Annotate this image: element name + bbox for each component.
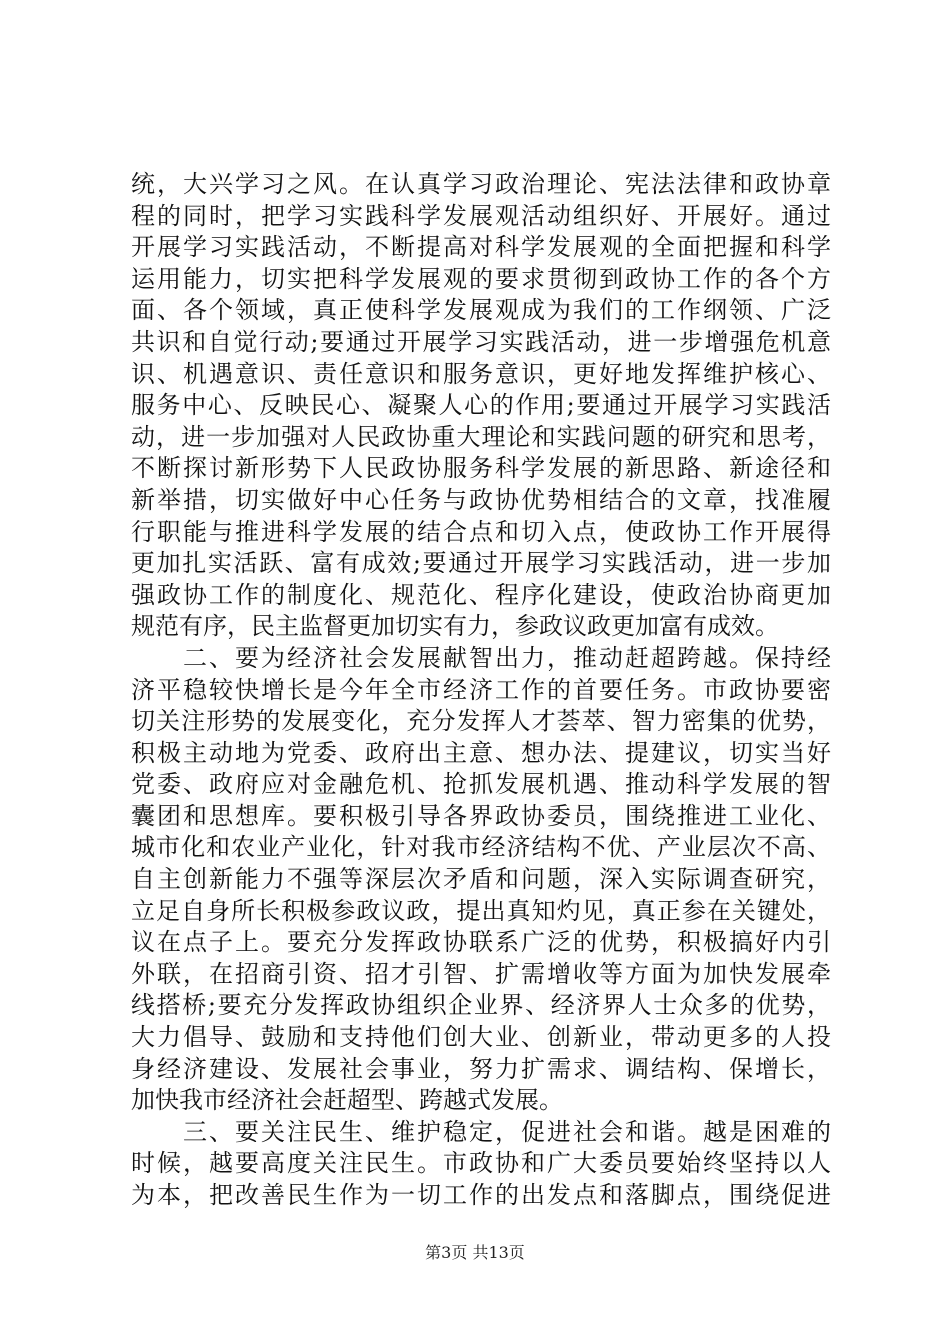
text-line: 立足自身所长积极参政议政，提出真知灼见，真正参在关键处， [131,896,831,925]
page-footer: 第3页 共13页 [425,1243,525,1262]
text-line: 党委、政府应对金融危机、抢抓发展机遇、推动科学发展的智 [131,770,831,799]
text-line: 身经济建设、发展社会事业，努力扩需求、调结构、保增长， [131,1054,831,1083]
text-line: 加快我市经济社会赶超型、跨越式发展。 [131,1086,563,1115]
text-line: 行职能与推进科学发展的结合点和切入点，使政协工作开展得 [131,517,831,546]
text-line: 更加扎实活跃、富有成效;要通过开展学习实践活动，进一步加 [131,549,831,578]
text-line: 识、机遇意识、责任意识和服务意识，更好地发挥维护核心、 [131,359,831,388]
text-line: 时候，越要高度关注民生。市政协和广大委员要始终坚持以人 [131,1149,831,1178]
text-line: 大力倡导、鼓励和支持他们创大业、创新业，带动更多的人投 [131,1023,831,1052]
text-line: 运用能力，切实把科学发展观的要求贯彻到政协工作的各个方 [131,264,831,293]
text-line: 济平稳较快增长是今年全市经济工作的首要任务。市政协要密 [131,675,831,704]
text-line: 二、要为经济社会发展献智出力，推动赶超跨越。保持经 [131,643,831,672]
text-line: 动，进一步加强对人民政协重大理论和实践问题的研究和思考， [131,422,831,451]
text-line: 规范有序，民主监督更加切实有力，参政议政更加富有成效。 [131,612,779,641]
text-line: 不断探讨新形势下人民政协服务科学发展的新思路、新途径和 [131,454,831,483]
text-line: 新举措，切实做好中心任务与政协优势相结合的文章，找准履 [131,485,831,514]
text-line: 三、要关注民生、维护稳定，促进社会和谐。越是困难的 [131,1117,831,1146]
text-line: 线搭桥;要充分发挥政协组织企业界、经济界人士众多的优势， [131,991,831,1020]
text-line: 议在点子上。要充分发挥政协联系广泛的优势，积极搞好内引 [131,928,831,957]
text-line: 外联，在招商引资、招才引智、扩需增收等方面为加快发展牵 [131,959,831,988]
document-body [131,169,831,1212]
text-line: 为本，把改善民生作为一切工作的出发点和落脚点，围绕促进 [131,1181,831,1209]
text-line: 囊团和思想库。要积极引导各界政协委员，围绕推进工业化、 [131,801,831,830]
text-line: 服务中心、反映民心、凝聚人心的作用;要通过开展学习实践活 [131,391,831,420]
text-line: 开展学习实践活动，不断提高对科学发展观的全面把握和科学 [131,233,831,262]
text-line: 积极主动地为党委、政府出主意、想办法、提建议，切实当好 [131,738,831,767]
text-line: 自主创新能力不强等深层次矛盾和问题，深入实际调查研究， [131,865,831,894]
text-line: 面、各个领域，真正使科学发展观成为我们的工作纲领、广泛 [131,296,831,325]
text-line: 切关注形势的发展变化，充分发挥人才荟萃、智力密集的优势， [131,707,831,736]
text-line: 城市化和农业产业化，针对我市经济结构不优、产业层次不高、 [131,833,831,862]
text-line: 强政协工作的制度化、规范化、程序化建设，使政治协商更加 [131,580,831,609]
text-line: 程的同时，把学习实践科学发展观活动组织好、开展好。通过 [131,201,831,230]
text-line: 共识和自觉行动;要通过开展学习实践活动，进一步增强危机意 [131,327,831,356]
text-line: 统，大兴学习之风。在认真学习政治理论、宪法法律和政协章 [131,170,831,198]
